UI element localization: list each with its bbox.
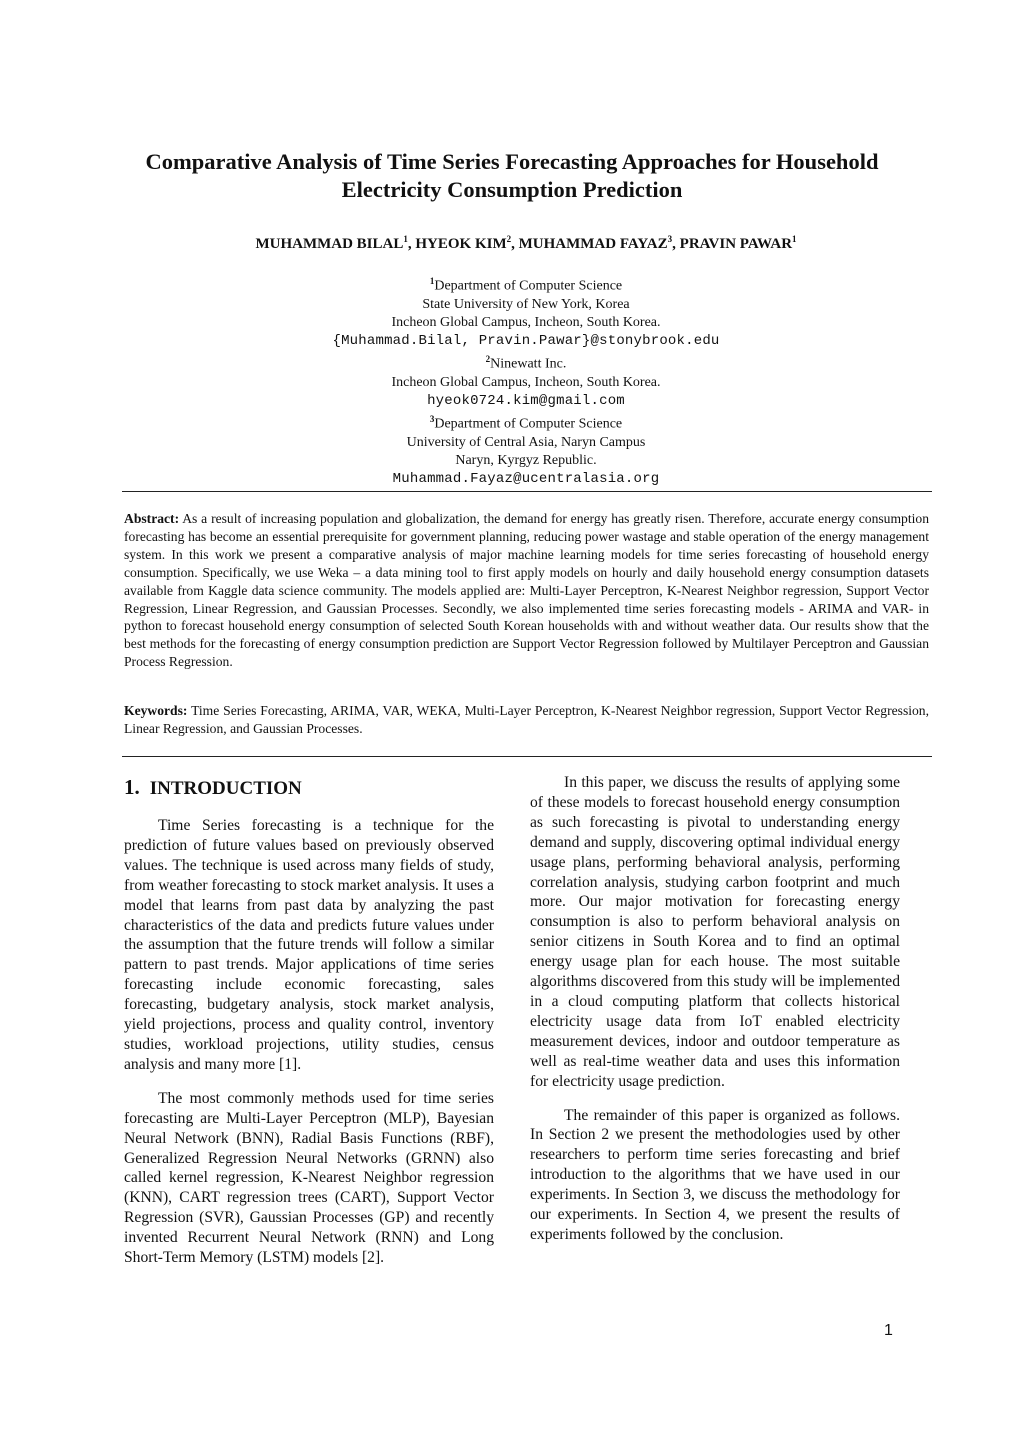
author-name: MUHAMMAD BILAL [255,236,404,252]
author-name: MUHAMMAD FAYAZ [518,236,668,252]
author-affil-mark: 2 [506,234,512,244]
author-name: HYEOK KIM [415,236,507,252]
affiliation-3-address: Naryn, Kyrgyz Republic. [455,452,597,468]
author-affil-mark: 3 [667,234,673,244]
abstract-label: Abstract: [124,511,180,526]
author-affil-mark: 1 [792,234,797,244]
divider-top [122,491,932,492]
body-column-left [124,772,494,1268]
affiliation-2-email: hyeok0724.kim@gmail.com [427,392,625,409]
keywords [124,702,929,738]
paragraph: Time Series forecasting is a technique for the prediction of future values based on previously observed values. The technique is used across many fields of study, from weather forecasting to stock market analysis. It uses a model that learns from past data by analyzing the past characteristics of the data and predicts future values under the assumption that the future trends will follow a similar pattern to past trends. Major applications of time series forecasting include economic forecasting, sales forecasting, budgetary analysis, stock market analysis, yield projections, process and quality control, inventory studies, workload projections, utility studies, census analysis and many more [1]. [124,817,494,1073]
body-column-right [530,773,900,1245]
abstract [124,510,929,671]
affiliation-2-org: $^2$Ninewatt Inc. [485,354,567,372]
keywords-label: Keywords: [124,703,188,718]
author-affil-mark: 1 [403,234,408,244]
section-number: 1. [124,775,140,799]
affiliation-1-address: Incheon Global Campus, Incheon, South Korea. [391,314,661,330]
affiliation-1-university: State University of New York, Korea [422,296,630,312]
author-name: PRAVIN PAWAR [679,236,793,252]
affiliations [200,272,852,488]
paper-title: Comparative Analysis of Time Series Forecasting Approaches for Household Electricity Consumption Prediction [145,149,879,202]
paragraph: In this paper, we discuss the results of applying some of these models to forecast household energy consumption as such forecasting is pivotal to understanding energy demand and supply, discovering optimal individual energy usage plans, performing behavioral analysis, performing correlation analysis, studying carbon footprint and much more. Our major motivation for forecasting energy consumption is also to perform behavioral analysis on senior citizens in South Korea and to find an optimal energy usage plan for each house. The most suitable algorithms discovered from this study will be implemented in a cloud computing platform that collects historical electricity usage data from IoT enabled electricity measurement devices, indoor and outdoor temperature as well as real-time weather data and uses this information for electricity usage prediction. [530,774,900,1090]
page-number: 1 [884,1322,893,1339]
divider-bottom [122,756,932,757]
keywords-text: Time Series Forecasting, ARIMA, VAR, WEKA, Multi-Layer Perceptron, K-Nearest Neighbor regression, Support Vector Regression, Linear Regression, and Gaussian Processes. [124,703,930,736]
abstract-text: As a result of increasing population and globalization, the demand for energy has greatly risen. Therefore, accurate energy consumption forecasting has become an essential prerequisite for government planning, reducing power wastage and stable operation of the energy management system. In this work we present a comparative analysis of major machine learning models for time series forecasting of household energy consumption. Specifically, we use Weka – a data mining tool to first apply models on hourly and daily household energy consumption datasets available from Kaggle data science community. The models applied are: Multi-Layer Perceptron, K-Nearest Neighbor regression, Support Vector Regression, Linear Regression, and Gaussian Processes. Secondly, we also implemented time series forecasting models - ARIMA and VAR- in python to forecast household energy consumption of selected South Korean households with and without weather data. Our results show that the best methods for the forecasting of energy consumption prediction are Support Vector Regression followed by Multilayer Perceptron and Gaussian Process Regression. [124,511,929,670]
section-heading [124,774,494,802]
affiliation-1-dept: $^1$Department of Computer Science [429,276,623,294]
affiliation-3-email: Muhammad.Fayaz@ucentralasia.org [392,470,660,487]
affiliation-3-dept: $^3$Department of Computer Science [429,413,623,432]
affiliation-3-university: University of Central Asia, Naryn Campus [406,434,646,450]
paragraph: The remainder of this paper is organized as follows. In Section 2 we present the methodologies used by other researchers to perform time series forecasting and brief introduction to the algorithms that we have used in our experiments. In Section 3, we discuss the methodology for our experiments. In Section 4, we present the results of experiments followed by the conclusion. [530,1106,900,1243]
affiliation-2-address: Incheon Global Campus, Incheon, South Korea. [391,374,661,390]
affiliation-1-email: {Muhammad.Bilal, Pravin.Pawar}@stonybrook.edu [332,332,720,349]
author-list: MUHAMMAD BILAL$^1$, HYEOK KIM$^2$, MUHAMMAD FAYAZ$^3$, PRAVIN PAWAR$^1$ [255,234,797,252]
paragraph: The most commonly methods used for time series forecasting are Multi-Layer Perceptron (MLP), Bayesian Neural Network (BNN), Radial Basis Functions (RBF), Generalized Regression Neural Networks (GRNN) also called kernel regression, K-Nearest Neighbor regression (KNN), CART regression trees (CART), Support Vector Regression (SVR), Gaussian Processes (GP) and recently invented Recurrent Neural Network (RNN) and Long Short-Term Memory (LSTM) models [2]. [124,1089,494,1267]
section-title: INTRODUCTION [149,778,302,799]
